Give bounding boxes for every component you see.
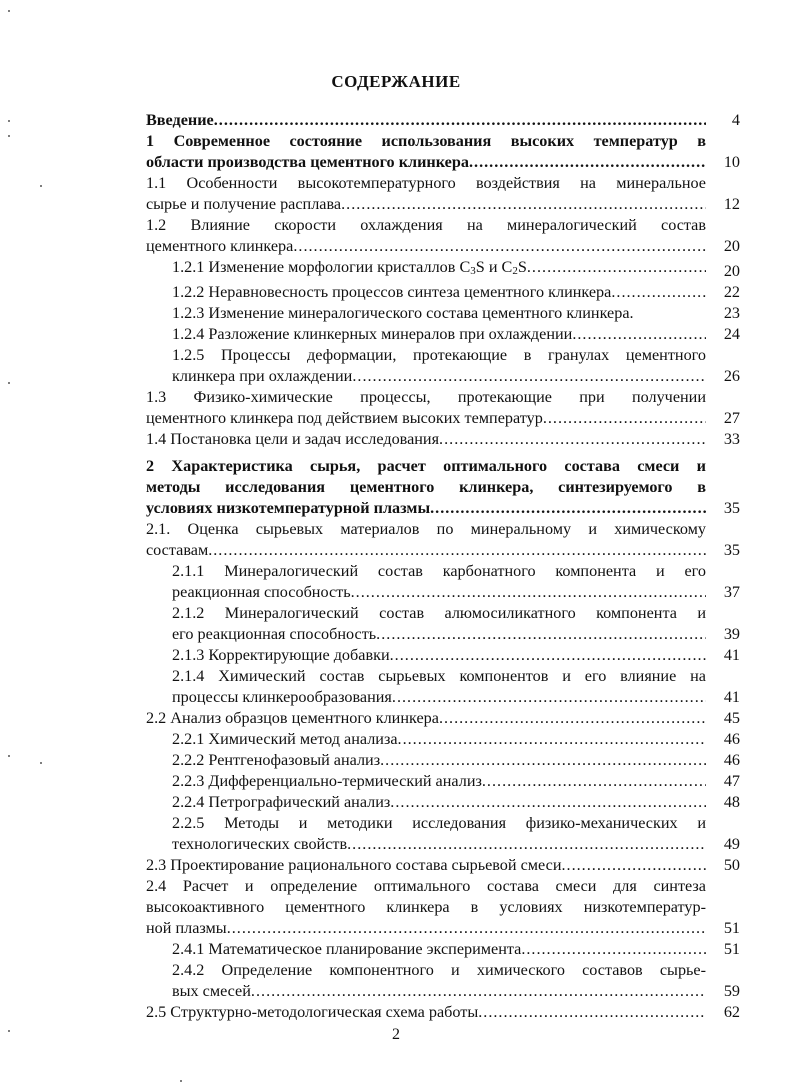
toc-page-number: 20 (723, 237, 740, 255)
dot-leader (392, 687, 706, 708)
toc-entry[interactable] (146, 257, 740, 282)
toc-entry-text (146, 303, 706, 324)
toc-entry-text (146, 645, 706, 666)
dot-leader (439, 429, 706, 450)
toc-page-number: 48 (723, 793, 740, 811)
toc-entry-line: 2.4.2 Определение компонентного и химического составов сырье- (172, 961, 706, 979)
toc-entry[interactable] (146, 771, 740, 792)
toc-entry[interactable] (146, 345, 740, 387)
toc-entry-text (146, 771, 706, 792)
toc-entry-line: 1.3 Физико-химические процессы, протекающие при получении (146, 388, 706, 406)
page-title: СОДЕРЖАНИЕ (331, 72, 461, 91)
toc-page-number: 23 (723, 304, 740, 322)
toc-entry-line: 1.2 Влияние скорости охлаждения на минералогический состав (146, 216, 706, 234)
toc-entry-line: 2.2.2 Рентгенофазовый анализ ..... (172, 750, 706, 771)
dot-leader (469, 152, 706, 173)
toc-entry-text (146, 876, 706, 939)
toc-entry-text (146, 603, 706, 645)
toc-page-number: 37 (723, 583, 740, 601)
toc-entry[interactable] (146, 666, 740, 708)
toc-entry-text (146, 813, 706, 855)
toc-entry-text (146, 939, 706, 960)
toc-entry-text (146, 519, 706, 561)
scan-speck (8, 120, 10, 122)
toc-page-number: 24 (723, 325, 740, 343)
toc-entry-line: 1.4 Постановка цели и задач исследования ..... (146, 429, 706, 450)
toc-entry-line: 2.2.5 Методы и методики исследования физико-механических и (172, 814, 706, 832)
toc-entry[interactable] (146, 561, 740, 603)
dot-leader (478, 1002, 706, 1023)
toc-entry-text (146, 345, 706, 387)
toc-entry-line: 1.2.3 Изменение минералогического состава цементного клинкера. (172, 304, 634, 322)
toc-entry-line: 2 Характеристика сырья, расчет оптимального состава смеси и (146, 457, 706, 475)
toc-entry-line: цементного клинкера под действием высоких температур ..... (146, 408, 706, 429)
toc-page-number: 50 (723, 856, 740, 874)
toc-page-number: 51 (723, 919, 740, 937)
toc-entry-line: 2.5 Структурно-методологическая схема работы ..... (146, 1002, 706, 1023)
toc-entry[interactable] (146, 282, 740, 303)
toc-entry[interactable] (146, 645, 740, 666)
toc-page-number: 12 (723, 195, 740, 213)
toc-entry[interactable] (146, 813, 740, 855)
toc-page-number: 41 (723, 688, 740, 706)
toc-page-number: 33 (723, 430, 740, 448)
toc-entry-line: Введение ..... (146, 110, 706, 131)
toc-entry[interactable] (146, 876, 740, 939)
toc-entry[interactable] (146, 519, 740, 561)
toc-entry-text (146, 110, 706, 131)
toc-entry-line: 1 Современное состояние использования высоких температур в (146, 132, 706, 150)
scan-speck (40, 762, 42, 764)
toc-entry-line: методы исследования цементного клинкера, синтезируемого в (146, 478, 706, 496)
toc-entry[interactable] (146, 939, 740, 960)
toc-entry[interactable] (146, 131, 740, 173)
dot-leader (341, 194, 706, 215)
scan-speck (8, 135, 10, 137)
page-number: 2 (392, 1026, 400, 1043)
toc-entry-line: 2.1.4 Химический состав сырьевых компонентов и его влияние на (172, 667, 706, 685)
toc-page-number: 51 (723, 940, 740, 958)
toc-page-number: 10 (723, 153, 740, 171)
dot-leader (543, 408, 706, 429)
toc-entry-line: 2.4 Расчет и определение оптимального состава смеси для синтеза (146, 877, 706, 895)
toc-entry[interactable] (146, 729, 740, 750)
toc-entry-line: 2.4.1 Математическое планирование эксперимента ..... (172, 939, 706, 960)
dot-leader (380, 750, 706, 771)
toc-entry-line: 2.2.4 Петрографический анализ ..... (172, 792, 706, 813)
toc-entry-line: 2.1.2 Минералогический состав алюмосиликатного компонента и (172, 604, 706, 622)
toc-page-number: 27 (723, 409, 740, 427)
toc-page-number: 47 (723, 772, 740, 790)
dot-leader (390, 645, 706, 666)
toc-entry[interactable] (146, 387, 740, 429)
toc-entry-text (146, 257, 706, 282)
toc-entry-line: 2.2 Анализ образцов цементного клинкера ..... (146, 708, 706, 729)
toc-entry-line: клинкера при охлаждении ..... (172, 366, 706, 387)
toc-entry-line: 2.1.1 Минералогический состав карбонатного компонента и его (172, 562, 706, 580)
dot-leader (439, 708, 706, 729)
scan-speck (8, 382, 10, 384)
toc-entry-text (146, 429, 706, 450)
dot-leader (293, 236, 706, 257)
toc-entry-text (146, 456, 706, 519)
dot-leader (398, 729, 706, 750)
dot-leader (208, 540, 706, 561)
dot-leader (347, 834, 706, 855)
toc-page-number: 35 (723, 541, 740, 559)
toc-page-number: 46 (723, 730, 740, 748)
dot-leader (214, 110, 706, 131)
scan-speck (8, 10, 10, 12)
toc-entry-line: цементного клинкера ..... (146, 236, 706, 257)
toc-entry-line: 1.2.4 Разложение клинкерных минералов при охлаждении ..... (172, 324, 706, 345)
toc-entry-line: технологических свойств ..... (172, 834, 706, 855)
dot-leader (561, 855, 706, 876)
dot-leader (521, 939, 706, 960)
toc-entry-text (146, 173, 706, 215)
toc-entry[interactable] (146, 750, 740, 771)
toc-entry-line: 2.1. Оценка сырьевых материалов по минеральному и химическому (146, 520, 706, 538)
toc-entry[interactable] (146, 110, 740, 131)
toc-entry-text (146, 792, 706, 813)
toc-page-number: 22 (723, 283, 740, 301)
dot-leader (430, 498, 706, 519)
toc-entry-text (146, 1002, 706, 1023)
toc-entry[interactable] (146, 429, 740, 450)
toc-entry-text (146, 282, 706, 303)
toc-entry-line: высокоактивного цементного клинкера в условиях низкотемператур- (146, 898, 706, 916)
toc-entry-line: процессы клинкерообразования ..... (172, 687, 706, 708)
toc-entry-line: области производства цементного клинкера ..... (146, 152, 706, 173)
toc-entry-line: 1.2.2 Неравновесность процессов синтеза цементного клинкера ..... (172, 282, 706, 303)
toc-page-number: 46 (723, 751, 740, 769)
toc-entry-line: его реакционная способность ..... (172, 624, 706, 645)
dot-leader (390, 792, 706, 813)
toc-entry-text (146, 708, 706, 729)
toc-page-number: 49 (723, 835, 740, 853)
toc-entry[interactable] (146, 792, 740, 813)
toc-page-number: 35 (723, 499, 740, 517)
toc-entry-line: 1.1 Особенности высокотемпературного воздействия на минеральное (146, 174, 706, 192)
table-of-contents (146, 110, 740, 1023)
toc-entry[interactable] (146, 960, 740, 1002)
toc-entry-line: 1.2.5 Процессы деформации, протекающие в гранулах цементного (172, 346, 706, 364)
scan-speck (8, 755, 10, 757)
scan-speck (180, 1080, 182, 1082)
toc-entry[interactable] (146, 303, 740, 324)
toc-entry[interactable] (146, 215, 740, 257)
toc-page-number: 41 (723, 646, 740, 664)
toc-entry-line: 2.3 Проектирование рационального состава сырьевой смеси ..... (146, 855, 706, 876)
toc-entry-line: условиях низкотемпературной плазмы ..... (146, 498, 706, 519)
dot-leader (351, 582, 706, 603)
toc-page-number: 39 (723, 625, 740, 643)
toc-entry-line: вых смесей ..... (172, 981, 706, 1002)
toc-page-number: 20 (723, 262, 740, 280)
dot-leader (572, 324, 706, 345)
toc-entry-text (146, 387, 706, 429)
toc-entry-line: ной плазмы ..... (146, 918, 706, 939)
dot-leader (352, 366, 706, 387)
toc-entry-text (146, 750, 706, 771)
toc-page-number: 59 (723, 982, 740, 1000)
toc-entry[interactable] (146, 708, 740, 729)
toc-entry-text (146, 960, 706, 1002)
toc-entry-line: 1.2.1 Изменение морфологии кристаллов C3S и C2S ..... (172, 257, 706, 282)
dot-leader (611, 282, 706, 303)
toc-entry[interactable] (146, 173, 740, 215)
toc-page-number: 26 (723, 367, 740, 385)
toc-page-number: 45 (723, 709, 740, 727)
scan-speck (40, 185, 42, 187)
toc-entry[interactable] (146, 456, 740, 519)
toc-entry-text (146, 215, 706, 257)
dot-leader (376, 624, 706, 645)
toc-entry-line: реакционная способность ..... (172, 582, 706, 603)
toc-entry-line: 2.1.3 Корректирующие добавки ..... (172, 645, 706, 666)
toc-entry-line: 2.2.3 Дифференциально-термический анализ ..... (172, 771, 706, 792)
toc-entry[interactable] (146, 324, 740, 345)
toc-entry-line: сырье и получение расплава ..... (146, 194, 706, 215)
toc-entry-text (146, 561, 706, 603)
dot-leader (482, 771, 706, 792)
toc-entry-text (146, 855, 706, 876)
toc-entry-text (146, 131, 706, 173)
dot-leader (227, 918, 706, 939)
dot-leader (251, 981, 706, 1002)
toc-page-number: 62 (723, 1003, 740, 1021)
scan-speck (8, 1030, 10, 1032)
toc-entry[interactable] (146, 855, 740, 876)
toc-entry-line: составам ..... (146, 540, 706, 561)
dot-leader (527, 257, 706, 278)
toc-entry-text (146, 666, 706, 708)
toc-entry[interactable] (146, 1002, 740, 1023)
toc-entry-text (146, 324, 706, 345)
toc-entry-text (146, 729, 706, 750)
toc-page-number: 4 (731, 111, 740, 129)
toc-entry-line: 2.2.1 Химический метод анализа ..... (172, 729, 706, 750)
toc-entry[interactable] (146, 603, 740, 645)
